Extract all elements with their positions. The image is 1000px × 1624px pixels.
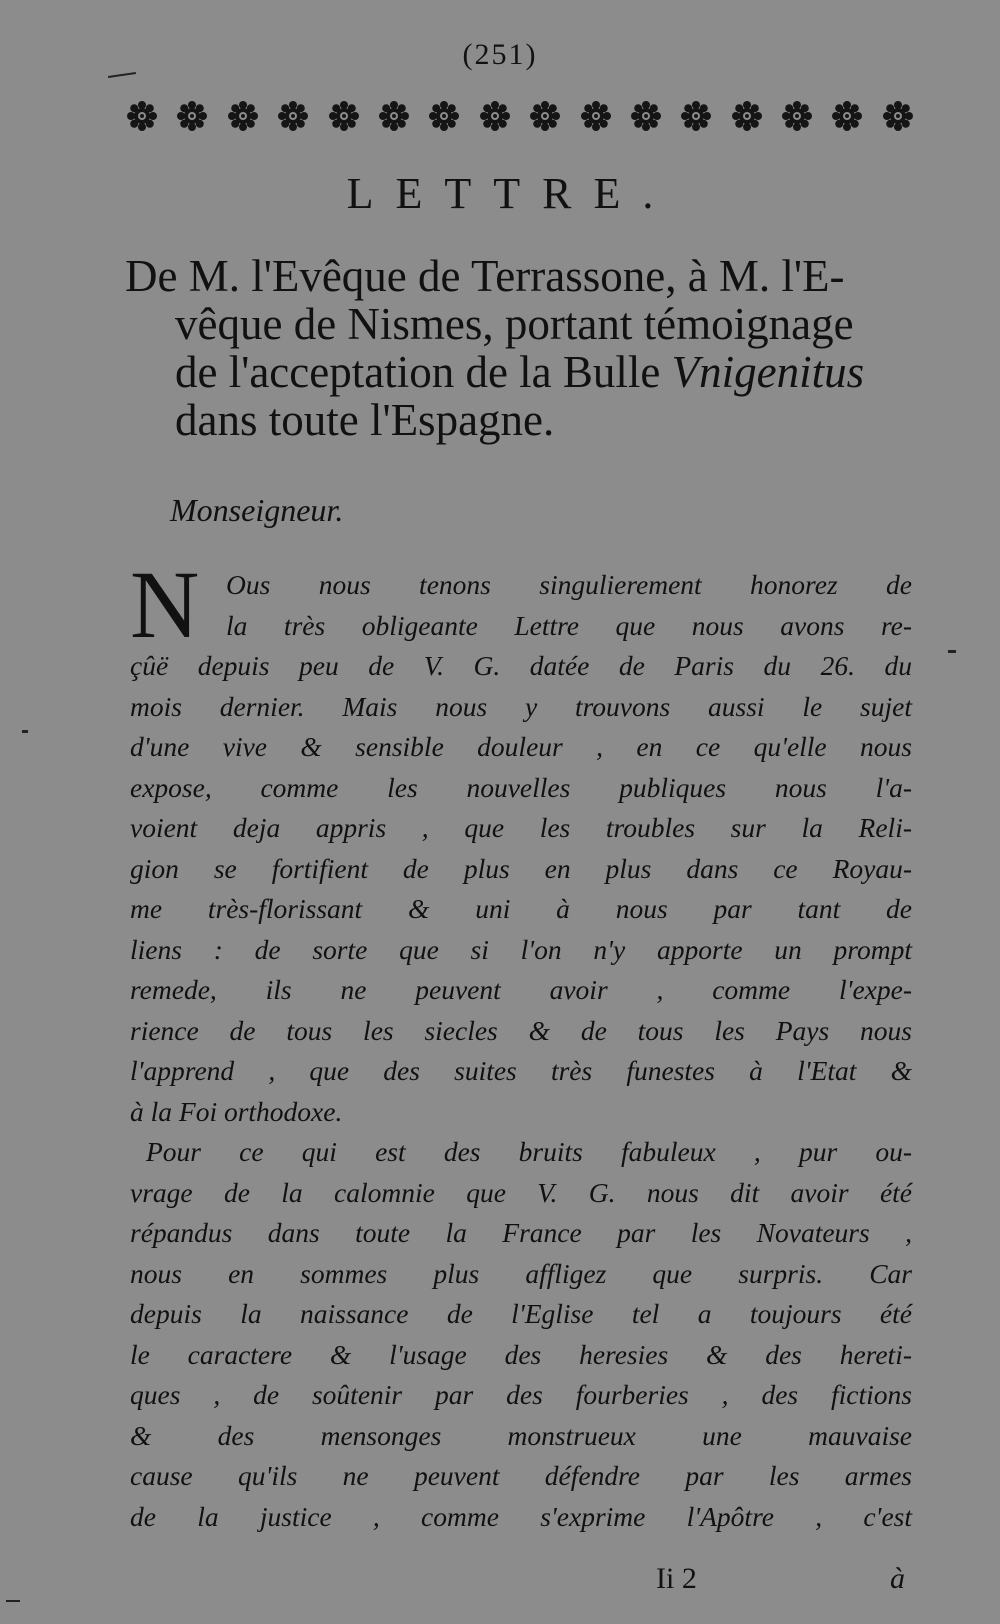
rosette-ornament-icon	[579, 99, 613, 133]
body-line: Ous nous tenons singulierement honorez de	[226, 569, 912, 600]
rosette-ornament-icon	[226, 99, 260, 133]
rosette-ornament-icon	[427, 99, 461, 133]
subtitle-line: De M. l'Evêque de Terrassone, à M. l'E-	[125, 251, 845, 301]
body-line: depuis la naissance de l'Eglise tel a toujours été	[130, 1298, 912, 1329]
body-line: & des mensonges monstrueux une mauvaise	[130, 1419, 912, 1451]
body-line: répandus dans toute la France par les Novateurs ,	[130, 1217, 912, 1248]
letter-body	[130, 565, 912, 1537]
page-number: (251)	[462, 38, 538, 71]
body-line: ques , de soûtenir par des fourberies , des fictions	[130, 1379, 912, 1410]
rosette-ornament-icon	[528, 99, 562, 133]
body-line: d'une vive & sensible douleur , en ce qu'elle nous	[130, 731, 912, 762]
ink-mark	[108, 72, 136, 78]
ink-speck	[948, 650, 956, 653]
body-line: cause qu'ils ne peuvent défendre par les armes	[130, 1460, 912, 1491]
body-line: à la Foi orthodoxe.	[130, 1095, 343, 1127]
subtitle-line	[125, 348, 915, 396]
rosette-ornament-icon	[629, 99, 663, 133]
rosette-ornament-icon	[175, 99, 209, 133]
letter-heading: LETTRE.	[346, 169, 676, 218]
rosette-ornament-icon	[377, 99, 411, 133]
rosette-ornament-icon	[830, 99, 864, 133]
signature-mark: Ii 2	[656, 1562, 697, 1595]
body-line: expose, comme les nouvelles publiques nous l'a-	[130, 771, 912, 803]
body-line: le caractere & l'usage des heresies & des hereti-	[130, 1338, 912, 1370]
body-line: me très-florissant & uni à nous par tant de	[130, 893, 912, 924]
ink-speck	[22, 730, 28, 733]
ink-speck	[6, 1600, 20, 1602]
body-line: rience de tous les siecles & de tous les Pays nous	[130, 1014, 912, 1046]
body-line: la très obligeante Lettre que nous avons re-	[226, 609, 912, 641]
rosette-ornament-icon	[276, 99, 310, 133]
subtitle-line: vêque de Nismes, portant témoignage	[175, 299, 854, 349]
bull-name: Vnigenitus	[671, 347, 865, 397]
letter-subtitle	[125, 252, 915, 444]
rosette-ornament-icon	[780, 99, 814, 133]
subtitle-text: de l'acceptation de la Bulle	[175, 347, 672, 397]
salutation: Monseigneur.	[170, 492, 344, 528]
ornament-band	[125, 96, 915, 136]
body-line: gion se fortifient de plus en plus dans ce Royau-	[130, 852, 912, 884]
body-line: Pour ce qui est des bruits fabuleux , pur ou-	[146, 1136, 912, 1167]
body-line: mois dernier. Mais nous y trouvons aussi le sujet	[130, 690, 912, 722]
body-line: de la justice , comme s'exprime l'Apôtre , c'est	[130, 1500, 912, 1532]
body-line: çûë depuis peu de V. G. datée de Paris du 26. du	[130, 650, 912, 681]
catchword: à	[890, 1562, 905, 1595]
body-line: liens : de sorte que si l'on n'y apporte un prompt	[130, 933, 912, 965]
rosette-ornament-icon	[327, 99, 361, 133]
drop-cap: N	[130, 551, 200, 658]
body-line: voient deja appris , que les troubles sur la Reli-	[130, 812, 912, 843]
subtitle-line: dans toute l'Espagne.	[175, 395, 555, 445]
body-line: nous en sommes plus affligez que surpris. Car	[130, 1257, 912, 1289]
rosette-ornament-icon	[125, 99, 159, 133]
rosette-ornament-icon	[881, 99, 915, 133]
rosette-ornament-icon	[679, 99, 713, 133]
body-line: remede, ils ne peuvent avoir , comme l'expe-	[130, 974, 912, 1005]
rosette-ornament-icon	[730, 99, 764, 133]
body-line: vrage de la calomnie que V. G. nous dit avoir été	[130, 1176, 912, 1208]
rosette-ornament-icon	[478, 99, 512, 133]
body-line: l'apprend , que des suites très funestes à l'Etat &	[130, 1055, 912, 1086]
